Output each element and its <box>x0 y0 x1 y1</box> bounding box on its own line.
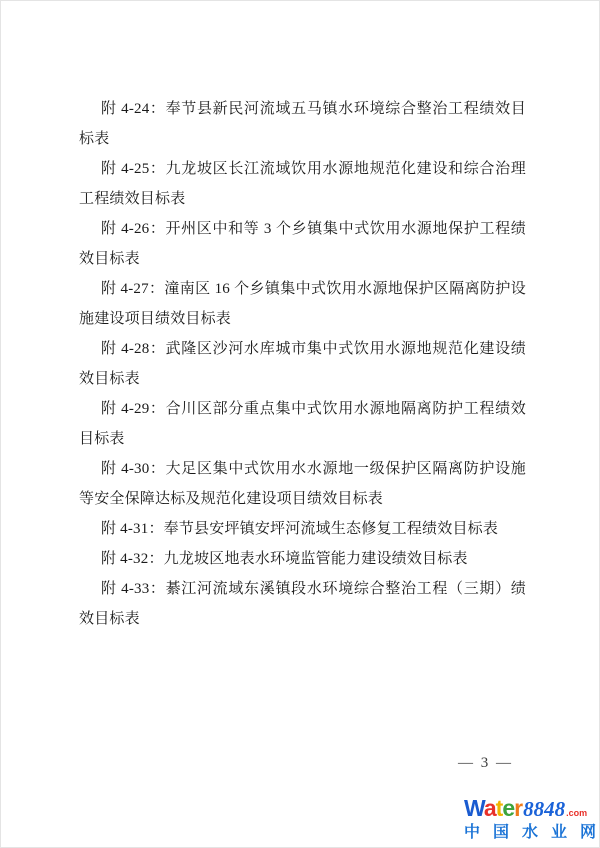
brand-wordmark <box>464 796 596 821</box>
item-title: 潼南区 16 个乡镇集中式饮用水源地保护区隔离防护设施建设项目绩效目标表 <box>79 281 526 327</box>
brand-letter: e <box>502 795 515 821</box>
brand-subtitle <box>464 823 596 843</box>
list-item <box>79 94 526 154</box>
item-title: 奉节县新民河流域五马镇水环境综合整治工程绩效目标表 <box>79 101 526 147</box>
brand-word <box>464 796 522 820</box>
attachment-list <box>79 94 526 634</box>
brand-letter: W <box>464 795 484 821</box>
item-label: 附 4-27： <box>101 281 165 297</box>
list-item <box>79 544 526 574</box>
brand-letter: r <box>514 795 523 821</box>
list-item <box>79 274 526 334</box>
item-title: 奉节县安坪镇安坪河流域生态修复工程绩效目标表 <box>163 521 499 537</box>
item-label: 附 4-24： <box>101 101 166 117</box>
list-item <box>79 514 526 544</box>
brand-number: 8848 <box>523 797 566 821</box>
item-label: 附 4-33： <box>101 581 166 597</box>
brand-subtitle-char: 中 <box>464 824 481 841</box>
item-label: 附 4-32： <box>101 551 164 567</box>
watermark-logo <box>464 796 596 843</box>
page-number: — 3 — <box>458 755 513 771</box>
item-label: 附 4-25： <box>101 161 166 177</box>
item-title: 九龙坡区长江流域饮用水源地规范化建设和综合治理工程绩效目标表 <box>79 161 526 207</box>
list-item <box>79 154 526 214</box>
item-label: 附 4-26： <box>101 221 166 237</box>
brand-subtitle-char: 业 <box>550 824 567 841</box>
list-item <box>79 574 526 634</box>
item-label: 附 4-28： <box>101 341 166 357</box>
brand-subtitle-char: 水 <box>521 824 538 841</box>
item-title: 武隆区沙河水库城市集中式饮用水源地规范化建设绩效目标表 <box>79 341 526 387</box>
item-title: 綦江河流域东溪镇段水环境综合整治工程（三期）绩效目标表 <box>79 581 526 627</box>
item-title: 开州区中和等 3 个乡镇集中式饮用水源地保护工程绩效目标表 <box>79 221 526 267</box>
brand-domain-suffix: .com <box>566 808 588 818</box>
list-item <box>79 334 526 394</box>
item-label: 附 4-29： <box>101 401 166 417</box>
brand-subtitle-char: 网 <box>579 824 596 841</box>
list-item <box>79 454 526 514</box>
item-title: 合川区部分重点集中式饮用水源地隔离防护工程绩效目标表 <box>79 401 526 447</box>
item-title: 大足区集中式饮用水水源地一级保护区隔离防护设施等安全保障达标及规范化建设项目绩效目标表 <box>79 461 526 507</box>
item-label: 附 4-30： <box>101 461 166 477</box>
item-label: 附 4-31： <box>101 521 164 537</box>
list-item <box>79 214 526 274</box>
brand-letter: a <box>483 795 496 821</box>
brand-subtitle-char: 国 <box>492 824 509 841</box>
brand-letter: t <box>495 795 503 821</box>
list-item <box>79 394 526 454</box>
item-title: 九龙坡区地表水环境监管能力建设绩效目标表 <box>163 551 468 567</box>
